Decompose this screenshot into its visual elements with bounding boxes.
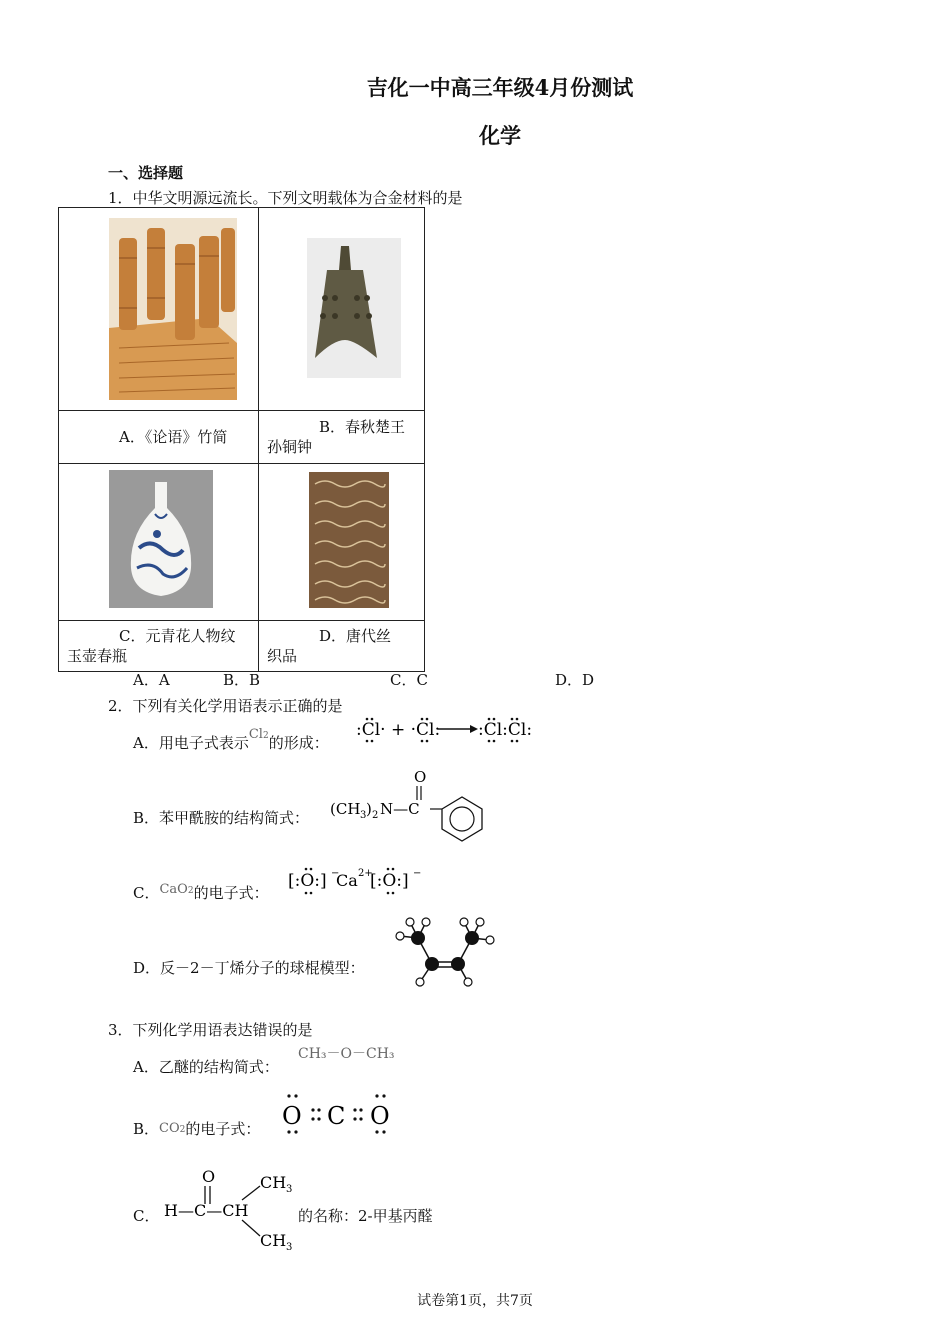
question-3-stem: 3．下列化学用语表达错误的是: [108, 1021, 313, 1039]
subject-title: 化学: [479, 123, 521, 148]
option-b-caption-line1: B．春秋楚王: [319, 418, 406, 436]
svg-text:2+: 2+: [358, 868, 373, 879]
svg-text::Cl· + ·Cl:: :Cl· + ·Cl:: [356, 720, 441, 740]
svg-text::Cl:Cl:: :Cl:Cl:: [478, 720, 532, 740]
cao2-electron-formula: [288, 864, 423, 896]
question-2-option-c[interactable]: C．CaO2的电子式：: [133, 882, 269, 902]
q2a-prefix: A．用电子式表示: [133, 734, 249, 752]
svg-text:C: C: [327, 1102, 346, 1130]
question-1-stem: 1．中华文明源远流长。下列文明载体为合金材料的是: [108, 189, 463, 207]
option-a-caption: A．《论语》竹简: [119, 428, 228, 446]
q2c-formula: CaO2: [159, 882, 194, 897]
svg-text:O: O: [414, 768, 427, 786]
q3b-formula: CO2: [159, 1121, 186, 1136]
diethyl-ether-formula: CH₃－O－CH₃: [298, 1046, 395, 1062]
answer-choice-a[interactable]: A．A: [133, 671, 170, 689]
q2a-formula: Cl2: [248, 727, 269, 742]
svg-text:3: 3: [286, 1242, 293, 1253]
question-3-option-a[interactable]: A．乙醚的结构简式：: [133, 1058, 279, 1076]
answer-choice-b[interactable]: B．B: [223, 671, 261, 689]
answer-choice-d[interactable]: D．D: [555, 671, 595, 689]
q2a-suffix: 的形成：: [268, 734, 329, 752]
page-footer: 试卷第1页，共7页: [417, 1293, 533, 1309]
bronze-bell-image: [259, 208, 424, 406]
svg-text:): ): [366, 800, 372, 818]
bamboo-slips-image: [59, 208, 258, 406]
butene-ball-stick-model: [388, 914, 500, 990]
methylpropanal-structure: [162, 1160, 302, 1256]
option-d-caption-line1: D．唐代丝: [319, 627, 392, 645]
question-2-option-d[interactable]: D．反－2－丁烯分子的球棍模型：: [133, 959, 365, 977]
question-1-table: [58, 207, 425, 672]
benzamide-structure: [328, 766, 488, 844]
svg-text:[:O:]: [:O:]: [370, 871, 409, 891]
svg-text:−: −: [413, 868, 422, 879]
porcelain-vase-image: [59, 464, 258, 616]
svg-text:−: −: [331, 868, 340, 879]
svg-text:H—C—CH: H—C—CH: [164, 1201, 249, 1220]
silk-fabric-image: [259, 464, 424, 616]
option-d-caption-line2: 织品: [267, 647, 298, 665]
question-2-option-b[interactable]: B．苯甲酰胺的结构简式：: [133, 809, 310, 827]
option-c-caption-line1: C．元青花人物纹: [119, 627, 236, 645]
cl2-formation-diagram: [352, 713, 532, 745]
svg-text:N—C: N—C: [380, 800, 420, 818]
svg-text:O: O: [282, 1102, 302, 1130]
section-heading: 一、选择题: [108, 164, 184, 182]
co2-electron-formula: [280, 1090, 398, 1136]
svg-text:Ca: Ca: [336, 871, 358, 890]
answer-choice-c[interactable]: C．C: [390, 671, 428, 689]
svg-text:3: 3: [360, 810, 367, 821]
svg-text:3: 3: [286, 1184, 293, 1195]
option-c-caption-line2: 玉壶春瓶: [67, 647, 128, 665]
svg-text:2: 2: [372, 810, 379, 821]
question-2-stem: 2．下列有关化学用语表示正确的是: [108, 697, 343, 715]
svg-text:CH: CH: [260, 1231, 287, 1250]
question-3-option-b[interactable]: B．CO2的电子式：: [133, 1120, 261, 1138]
svg-text:CH: CH: [260, 1173, 287, 1192]
question-3-option-c-prefix[interactable]: C．: [133, 1207, 160, 1225]
svg-text:[:O:]: [:O:]: [288, 871, 327, 891]
svg-text:O: O: [370, 1102, 390, 1130]
svg-text:O: O: [202, 1167, 216, 1186]
option-b-caption-line2: 孙铜钟: [267, 438, 313, 456]
question-2-option-a[interactable]: [133, 727, 329, 753]
svg-text:(CH: (CH: [330, 800, 361, 818]
question-3-option-c-suffix: 的名称：2-甲基丙醛: [298, 1207, 433, 1225]
exam-title: 吉化一中高三年级4月份测试: [366, 75, 634, 100]
